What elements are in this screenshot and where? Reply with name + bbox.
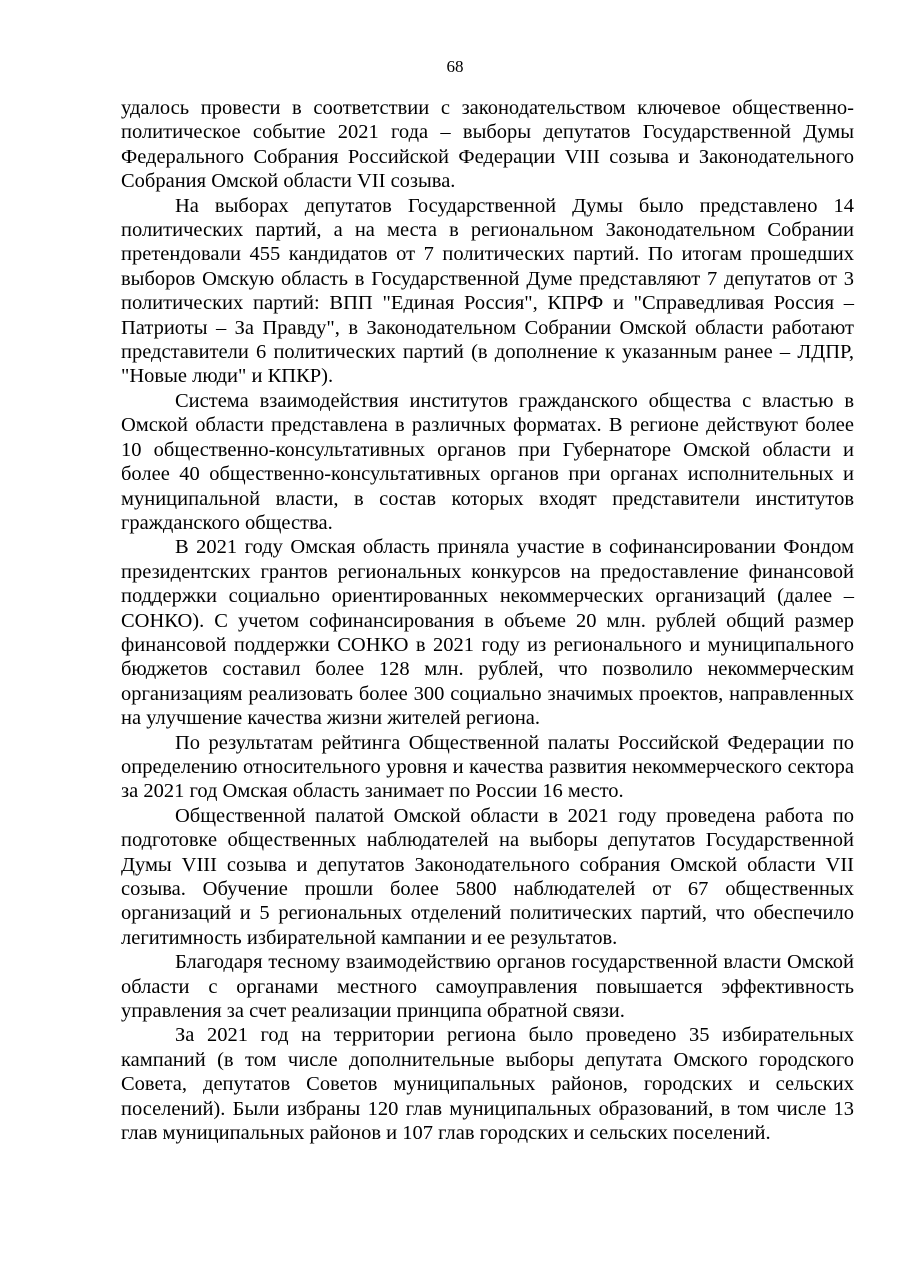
paragraph-observers-training: Общественной палатой Омской области в 2021 году проведена работа по подготовке общественных наблюдателей на выборы депутатов Государственной Думы VIII созыва и депутатов Законодательного собрания Омской области VII созыва. Обучение прошли более 5800 наблюдателей от 67 общественных организаций и 5 региональных отделений политических партий, что обеспечило легитимность избирательной кампании и ее результатов. (121, 804, 854, 949)
paragraph-election-results: На выборах депутатов Государственной Думы было представлено 14 политических партий, а на места в региональном Законодательном Собрании претендовали 455 кандидатов от 7 политических партий. По итогам прошедших выборов Омскую область в Государственной Думе представляют 7 депутатов от 3 политических партий: ВПП "Единая Россия", КПРФ и "Справедливая Россия – Патриоты – За Правду", в Законодательном Собрании Омской области работают представители 6 политических партий (в дополнение к указанным ранее – ЛДПР, "Новые люди" и КПКР). (121, 194, 854, 388)
document-body (121, 96, 854, 1145)
paragraph-sonko-funding: В 2021 году Омская область приняла участие в софинансировании Фондом президентских грантов региональных конкурсов на предоставление финансовой поддержки социально ориентированных некоммерческих организаций (далее – СОНКО). С учетом софинансирования в объеме 20 млн. рублей общий размер финансовой поддержки СОНКО в 2021 году из регионального и муниципального бюджетов составил более 128 млн. рублей, что позволило некоммерческим организациям реализовать более 300 социально значимых проектов, направленных на улучшение качества жизни жителей региона. (121, 536, 854, 730)
paragraph-civil-society-system: Система взаимодействия институтов гражданского общества с властью в Омской области представлена в различных форматах. В регионе действуют более 10 общественно-консультативных органов при Губернаторе Омской области и более 40 общественно-консультативных органов при органах исполнительных и муниципальной власти, в состав которых входят представители институтов гражданского общества. (121, 389, 854, 534)
paragraph-public-chamber-rating: По результатам рейтинга Общественной палаты Российской Федерации по определению относительного уровня и качества развития некоммерческого сектора за 2021 год Омская область занимает по России 16 место. (121, 731, 854, 803)
page-number: 68 (446, 57, 464, 76)
paragraph-election-campaigns: За 2021 год на территории региона было проведено 35 избирательных кампаний (в том числе дополнительные выборы депутата Омского городского Совета, депутатов Советов муниципальных районов, городских и сельских поселений). Были избраны 120 глав муниципальных образований, в том числе 13 глав муниципальных районов и 107 глав городских и сельских поселений. (121, 1024, 854, 1145)
paragraph-continuation: удалось провести в соответствии с законодательством ключевое общественно-политическое событие 2021 года – выборы депутатов Государственной Думы Федерального Собрания Российской Федерации VIII созыва и Законодательного Собрания Омской области VII созыва. (121, 97, 854, 193)
paragraph-local-government: Благодаря тесному взаимодействию органов государственной власти Омской области с органами местного самоуправления повышается эффективность управления за счет реализации принципа обратной связи. (121, 951, 854, 1023)
